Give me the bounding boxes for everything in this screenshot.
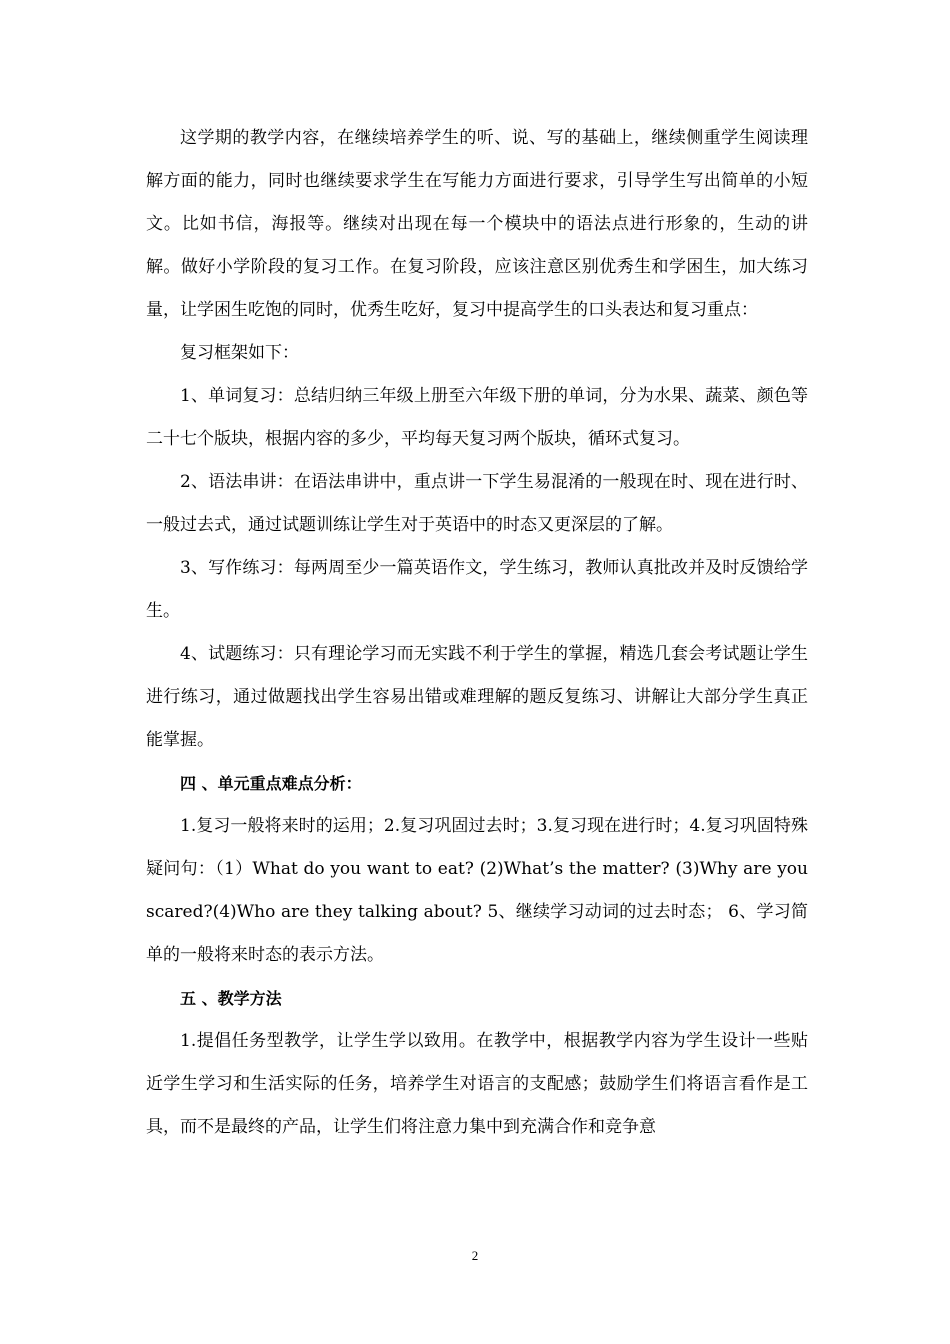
paragraph-writing-practice: 3、写作练习：每两周至少一篇英语作文，学生练习，教师认真批改并及时反馈给学生。 [146, 558, 808, 621]
paragraph-teaching-methods: 1.提倡任务型教学，让学生学以致用。在教学中，根据教学内容为学生设计一些贴近学生学习和生活实际的任务，培养学生对语言的支配感；鼓励学生们将语言看作是工具，而不是最终的产品，让学生们将注意力集中到充满合作和竞争意 [146, 1031, 808, 1137]
paragraph-grammar-review: 2、语法串讲：在语法串讲中，重点讲一下学生易混淆的一般现在时、现在进行时、一般过去式，通过试题训练让学生对于英语中的时态又更深层的了解。 [146, 472, 808, 535]
page-number: 2 [471, 1248, 479, 1263]
paragraph-review-framework: 复习框架如下： [180, 343, 299, 363]
document-body [146, 117, 808, 1149]
section-heading-key-points: 四 、单元重点难点分析： [180, 774, 362, 793]
paragraph-word-review: 1、单词复习：总结归纳三年级上册至六年级下册的单词，分为水果、蔬菜、颜色等二十七个版块，根据内容的多少，平均每天复习两个版块，循环式复习。 [146, 386, 808, 449]
paragraph-test-practice: 4、试题练习：只有理论学习而无实践不利于学生的掌握，精选几套会考试题让学生进行练习，通过做题找出学生容易出错或难理解的题反复练习、讲解让大部分学生真正能掌握。 [146, 644, 808, 750]
section-heading-teaching-methods: 五 、教学方法 [180, 989, 282, 1008]
paragraph-key-points: 1.复习一般将来时的运用；2.复习巩固过去时；3.复习现在进行时；4.复习巩固特殊疑问句：（1）What do you want to eat? (2)What’s the matter? (3)Why are you scared?(4)Who are they talking about? 5、继续学习动词的过去时态； 6、学习简单的一般将来时态的表示方法。 [146, 816, 808, 965]
paragraph-intro: 这学期的教学内容，在继续培养学生的听、说、写的基础上，继续侧重学生阅读理解方面的能力，同时也继续要求学生在写能力方面进行要求，引导学生写出简单的小短文。比如书信，海报等。继续对出现在每一个模块中的语法点进行形象的，生动的讲解。做好小学阶段的复习工作。在复习阶段，应该注意区别优秀生和学困生，加大练习量，让学困生吃饱的同时，优秀生吃好，复习中提高学生的口头表达和复习重点： [146, 128, 808, 320]
